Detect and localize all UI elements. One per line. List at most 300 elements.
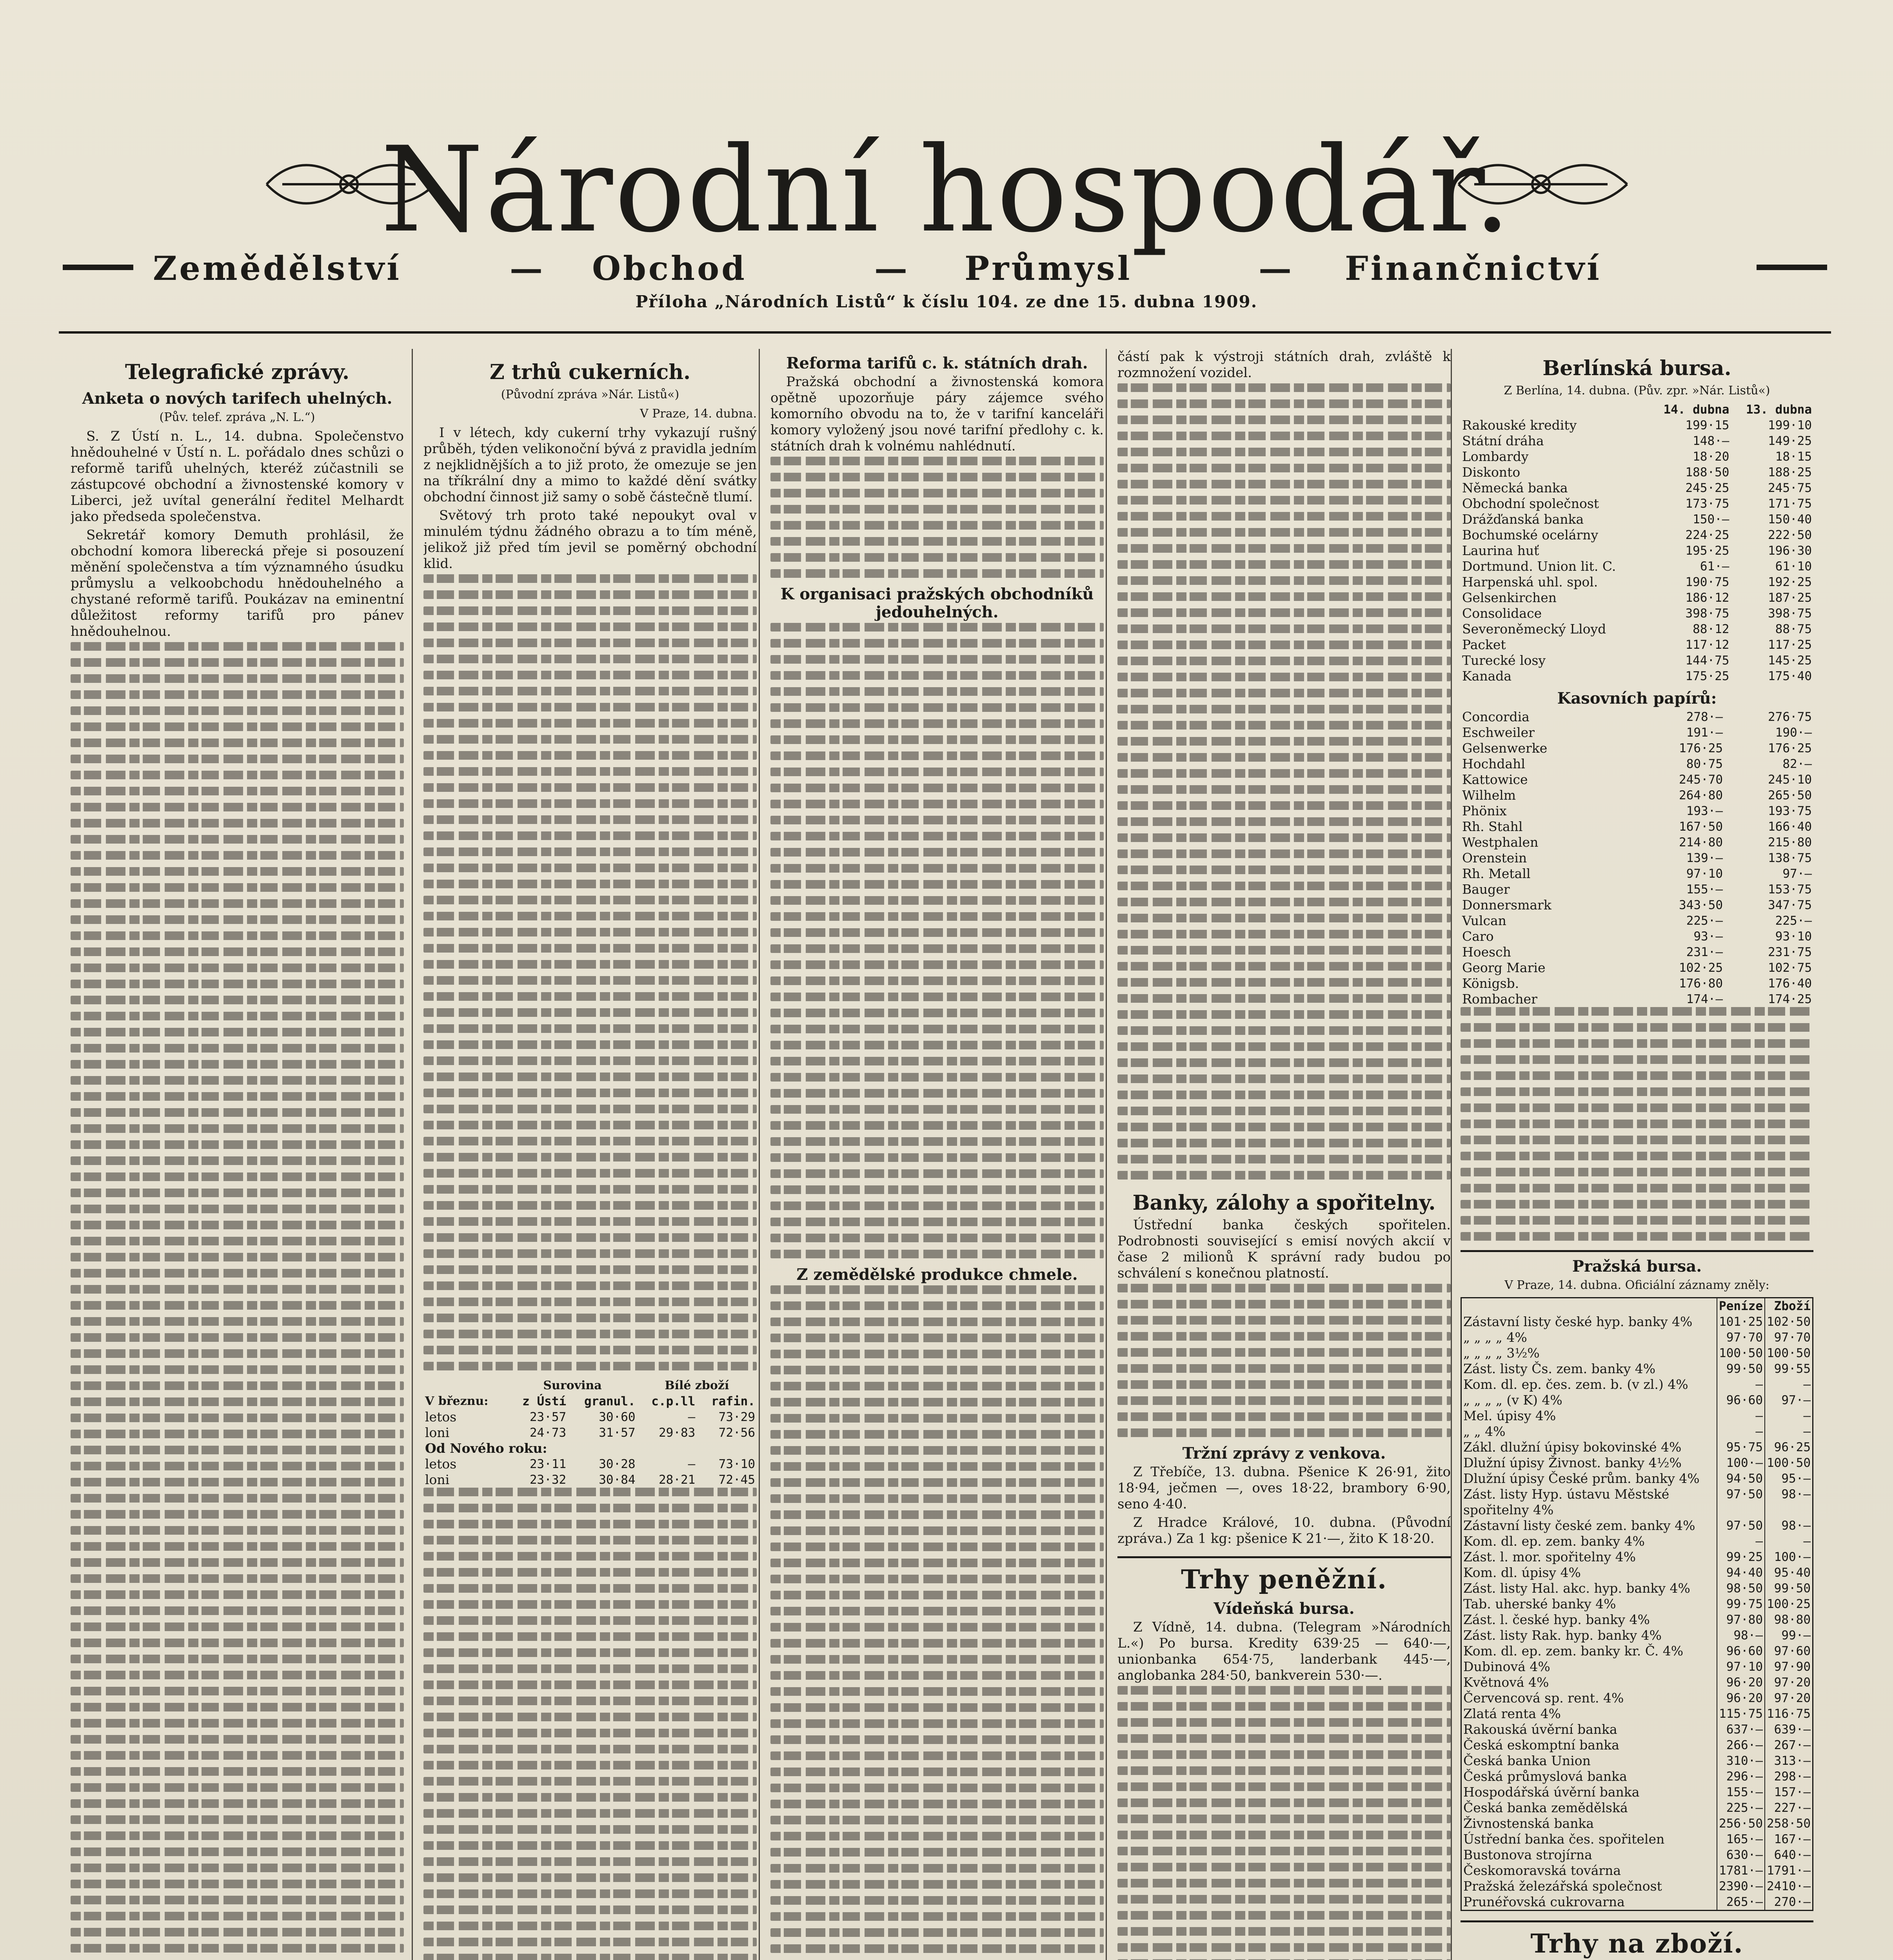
table-row: [1461, 1534, 1813, 1549]
table-cell: loni: [425, 1425, 450, 1440]
article-dateline: V Praze, 14. dubna.: [640, 407, 757, 421]
table-row: [1461, 668, 1813, 684]
table-row: [1461, 496, 1813, 512]
table-cell: 97·20: [1765, 1675, 1813, 1690]
table-cell: 139·—: [1686, 851, 1723, 865]
table-cell: 94·40: [1717, 1565, 1765, 1581]
table-row: [1461, 1784, 1813, 1800]
article-subheading: Anketa o nových tarifech uhelných.: [82, 389, 392, 408]
table-row: [1461, 543, 1813, 559]
table-cell: 98·—: [1765, 1486, 1813, 1518]
table-cell: 88·75: [1775, 622, 1812, 636]
table-row: [1461, 417, 1813, 433]
table-cell: Orenstein: [1462, 850, 1527, 866]
table-row: [1461, 803, 1813, 819]
right-edge-rule: [1757, 265, 1827, 270]
table-cell: 195·25: [1685, 544, 1729, 558]
table-cell: 97·50: [1717, 1518, 1765, 1534]
table-cell: Westphalen: [1462, 835, 1539, 850]
text-body: [1117, 1686, 1451, 1960]
table-cell: 97·70: [1765, 1330, 1813, 1345]
table-cell: 188·50: [1685, 465, 1729, 479]
article-subheading: K organisaci pražských obchodníků jedouhelných.: [780, 585, 1094, 621]
table-cell: Dlužní úpisy Živnost. banky 4½%: [1463, 1455, 1682, 1470]
table-row: [1461, 1361, 1813, 1377]
table-cell: 97·60: [1765, 1643, 1813, 1659]
section-heading: Trhy na zboží.: [1530, 1928, 1744, 1959]
article-subheading: Kasovních papírů:: [1557, 689, 1717, 708]
table-cell: 100·—: [1765, 1549, 1813, 1565]
table-row: [1461, 1581, 1813, 1596]
table-header-row: [1461, 1298, 1813, 1314]
table-cell: 116·75: [1765, 1706, 1813, 1722]
section-rule: [1461, 1920, 1813, 1922]
table-row: [1461, 1330, 1813, 1345]
table-row: [1461, 480, 1813, 496]
table-row: [1461, 1753, 1813, 1769]
table-cell: 98·—: [1717, 1628, 1765, 1643]
table-row: [1461, 835, 1813, 850]
table-cell: —: [1765, 1424, 1813, 1439]
table-cell: Ústřední banka čes. spořitelen: [1463, 1831, 1665, 1847]
table-cell: Česká průmyslová banka: [1463, 1769, 1627, 1784]
table-cell: Dortmund. Union lit. C.: [1462, 559, 1616, 574]
table-cell: 99·50: [1765, 1581, 1813, 1596]
table-cell: 167·—: [1765, 1831, 1813, 1847]
table-cell: 153·75: [1768, 882, 1812, 897]
table-cell: 186·12: [1685, 591, 1729, 605]
table-cell: Donnersmark: [1462, 897, 1551, 913]
table-row: [1461, 772, 1813, 788]
table-cell: 313·—: [1765, 1753, 1813, 1769]
table-cell: 256·50: [1717, 1816, 1765, 1831]
text-body: [1117, 1284, 1451, 1437]
section-heading: Berlínská bursa.: [1542, 356, 1731, 380]
table-cell: 222·50: [1768, 528, 1812, 542]
table-cell: „ „ „ „ (v K) 4%: [1463, 1392, 1562, 1408]
table-cell: 100·50: [1765, 1455, 1813, 1471]
table-cell: Kanada: [1462, 668, 1512, 684]
table-header-cell: z Ústí: [522, 1394, 567, 1408]
table-row: [1461, 1392, 1813, 1408]
table-cell: Consolidace: [1462, 606, 1542, 621]
table-header-cell: Zboží: [1765, 1298, 1813, 1314]
separator-dash: —: [874, 249, 907, 288]
table-cell: Tab. uherské banky 4%: [1463, 1596, 1616, 1612]
table-cell: 96·25: [1765, 1439, 1813, 1455]
table-cell: Zástavní listy české zem. banky 4%: [1463, 1518, 1695, 1533]
table-row: [1461, 1878, 1813, 1894]
table-cell: 1781·—: [1717, 1863, 1765, 1878]
table-cell: 150·—: [1693, 512, 1729, 526]
text-body: [423, 1488, 757, 1960]
table-cell: 98·80: [1765, 1612, 1813, 1628]
table-cell: Lombardy: [1462, 449, 1529, 464]
article-paragraph: S. Z Ústí n. L., 14. dubna. Společenstvo hnědouhelné v Ústí n. L. pořádalo dnes schůzi o reformě tarifů uhelných, kteréž zúčastnili se zástupcové obchodní a živnostenské komory v Liberci, jež uvítal generální ředitel Melhardt jako předseda společenstva.: [71, 428, 404, 524]
article-subheading: Reforma tarifů c. k. státních drah.: [786, 354, 1088, 372]
table-cell: —: [1717, 1408, 1765, 1424]
table-row: [1461, 653, 1813, 668]
table-cell: Kom. dl. ep. čes. zem. b. (v zl.) 4%: [1463, 1377, 1688, 1392]
table-header-row: [423, 1394, 757, 1409]
table-cell: Rakouské kredity: [1462, 417, 1577, 433]
column-rule: [1451, 349, 1452, 1960]
table-header-cell: rafin.: [711, 1394, 755, 1408]
table-header-cell: Bílé zboží: [665, 1379, 729, 1392]
table-cell: Červencová sp. rent. 4%: [1463, 1690, 1624, 1706]
text-body: [1461, 1007, 1813, 1241]
table-cell: 199·10: [1768, 418, 1812, 432]
sugar-price-table: [423, 1378, 757, 1488]
table-cell: 99·75: [1717, 1596, 1765, 1612]
newspaper-title: Národní hospodář.: [380, 122, 1513, 258]
table-row: [1461, 637, 1813, 653]
table-row: [1461, 866, 1813, 882]
article-dateline: Z Berlína, 14. dubna. (Pův. zpr. »Nár. Listů«): [1504, 384, 1770, 397]
column-1: [71, 349, 404, 1960]
table-cell: 98·50: [1717, 1581, 1765, 1596]
table-cell: —: [1765, 1408, 1813, 1424]
table-cell: Zást. listy Rak. hyp. banky 4%: [1463, 1628, 1662, 1643]
table-header-cell: 14. dubna: [1663, 403, 1729, 417]
table-cell: 149·25: [1768, 434, 1812, 448]
article-paragraph: Pražská obchodní a živnostenská komora opětně upozorňuje páry zájemce svého komorního obvodu na to, že v tarifní kanceláři komory vyložený jsou nové tarifní předlohy c. k. státních drah k volnému nahlédnutí.: [770, 374, 1104, 454]
table-cell: 97·80: [1717, 1612, 1765, 1628]
section-rule: [1461, 1250, 1813, 1252]
table-cell: 245·75: [1768, 481, 1812, 495]
table-cell: 296·—: [1717, 1769, 1765, 1784]
table-cell: 18·20: [1693, 450, 1729, 464]
table-cell: 97·70: [1717, 1330, 1765, 1345]
table-cell: 176·40: [1768, 976, 1812, 991]
text-body: [71, 642, 404, 1960]
cash-securities-table: [1461, 709, 1813, 1007]
table-cell: Rombacher: [1462, 991, 1537, 1007]
article-paragraph: Z Třebíče, 13. dubna. Pšenice K 26·91, žito 18·94, ječmen —, oves 18·22, brambory 6·90, seno 4·40.: [1117, 1464, 1451, 1512]
table-cell: Zást. l. mor. spořitelny 4%: [1463, 1549, 1636, 1564]
table-cell: 245·10: [1768, 773, 1812, 787]
table-cell: loni: [425, 1472, 450, 1487]
table-row: [1461, 850, 1813, 866]
berlin-exchange-table: [1461, 402, 1813, 684]
table-cell: Zást. listy Hyp. ústavu Městské spořitelny 4%: [1463, 1486, 1670, 1517]
text-body: [1117, 383, 1451, 1180]
article-paragraph: Z Hradce Králové, 10. dubna. (Původní zpráva.) Za 1 kg: pšenice K 21·—, žito K 18·20.: [1117, 1515, 1451, 1546]
separator-dash: —: [1259, 249, 1292, 288]
table-cell: Concordia: [1462, 709, 1530, 724]
section-industry: Průmysl: [965, 249, 1132, 288]
table-row: [1461, 897, 1813, 913]
table-cell: Dlužní úpisy České prům. banky 4%: [1463, 1471, 1700, 1486]
table-cell: 264·80: [1679, 788, 1723, 802]
table-cell: Wilhelm: [1462, 788, 1516, 803]
table-cell: Gelsenkirchen: [1462, 590, 1557, 605]
table-cell: —: [1717, 1377, 1765, 1392]
table-cell: 30·84: [599, 1473, 636, 1487]
table-cell: Eschweiler: [1462, 725, 1535, 740]
table-cell: 231·—: [1686, 945, 1723, 959]
table-row: [1461, 590, 1813, 606]
table-cell: 150·40: [1768, 512, 1812, 526]
table-cell: 99·50: [1717, 1361, 1765, 1377]
table-cell: 100·50: [1717, 1345, 1765, 1361]
table-cell: 98·—: [1765, 1518, 1813, 1534]
article-paragraph: částí pak k výstroji státních drah, zvláště k rozmnožení vozidel.: [1117, 349, 1451, 381]
table-cell: Od Nového roku:: [425, 1441, 547, 1456]
table-cell: 298·—: [1765, 1769, 1813, 1784]
table-row: [423, 1409, 757, 1425]
text-body: [770, 1285, 1104, 1960]
table-cell: 96·60: [1717, 1643, 1765, 1659]
table-cell: Königsb.: [1462, 976, 1519, 991]
table-cell: —: [1717, 1534, 1765, 1549]
table-row: [1461, 1816, 1813, 1831]
table-cell: 187·25: [1768, 591, 1812, 605]
table-cell: Pražská železářská společnost: [1463, 1878, 1662, 1894]
table-cell: Hochdahl: [1462, 756, 1525, 771]
table-cell: 192·25: [1768, 575, 1812, 589]
table-cell: 96·20: [1717, 1690, 1765, 1706]
table-cell: Kom. dl. úpisy 4%: [1463, 1565, 1581, 1580]
table-cell: 117·12: [1685, 638, 1729, 652]
table-row: [1461, 740, 1813, 756]
table-row: [1461, 944, 1813, 960]
table-cell: 265·—: [1717, 1894, 1765, 1911]
table-row: [1461, 1659, 1813, 1675]
table-cell: —: [688, 1457, 696, 1471]
table-cell: Hospodářská úvěrní banka: [1463, 1784, 1640, 1800]
table-cell: 267·—: [1765, 1737, 1813, 1753]
table-row: [1461, 559, 1813, 574]
table-row: [1461, 725, 1813, 740]
table-cell: 196·30: [1768, 544, 1812, 558]
table-header-cell: [1461, 1298, 1717, 1314]
table-cell: 93·—: [1693, 929, 1723, 944]
table-cell: 93·10: [1775, 929, 1812, 944]
table-cell: 176·25: [1679, 741, 1723, 755]
table-cell: 310·—: [1717, 1753, 1765, 1769]
table-row: [1461, 1549, 1813, 1565]
table-header-cell: 13. dubna: [1746, 403, 1812, 417]
table-row: [1461, 1690, 1813, 1706]
separator-dash: —: [510, 249, 543, 288]
table-cell: 347·75: [1768, 898, 1812, 912]
table-row: [1461, 1737, 1813, 1753]
table-cell: Georg Marie: [1462, 960, 1546, 975]
table-cell: 166·40: [1768, 820, 1812, 834]
table-cell: 188·25: [1768, 465, 1812, 479]
table-cell: letos: [425, 1456, 457, 1472]
table-cell: 117·25: [1768, 638, 1812, 652]
table-cell: 102·50: [1765, 1314, 1813, 1330]
table-cell: 175·25: [1685, 669, 1729, 683]
table-row: [1461, 1722, 1813, 1737]
table-row: [423, 1425, 757, 1441]
table-cell: 96·20: [1717, 1675, 1765, 1690]
table-row: [1461, 1863, 1813, 1878]
table-cell: 148·—: [1693, 434, 1729, 448]
table-cell: 23·11: [529, 1457, 567, 1471]
column-rule: [412, 349, 413, 1960]
article-paragraph: Ústřední banka českých spořitelen. Podrobnosti související s emisí nových akcií v čase 2 milionů K správní rady budou po schválení s konečnou platností.: [1117, 1217, 1451, 1281]
table-header-row: [1461, 402, 1813, 417]
table-row: [423, 1441, 757, 1456]
table-cell: 97·10: [1686, 867, 1723, 881]
masthead-sections: [0, 251, 1893, 286]
table-row: [1461, 1518, 1813, 1534]
table-cell: 23·32: [529, 1473, 567, 1487]
table-cell: 115·75: [1717, 1706, 1765, 1722]
left-edge-rule: [63, 265, 133, 270]
table-row: [1461, 465, 1813, 480]
table-cell: 18·15: [1775, 450, 1812, 464]
table-row: [1461, 1800, 1813, 1816]
table-cell: 245·70: [1679, 773, 1723, 787]
table-cell: 101·25: [1717, 1314, 1765, 1330]
header-rule: [59, 331, 1831, 334]
table-cell: 2410·—: [1765, 1878, 1813, 1894]
table-cell: Vulcan: [1462, 913, 1506, 928]
table-cell: 174·25: [1768, 992, 1812, 1006]
table-row: [1461, 1628, 1813, 1643]
table-cell: 73·10: [718, 1457, 755, 1471]
table-cell: 630·—: [1717, 1847, 1765, 1863]
table-row: [1461, 756, 1813, 772]
table-row: [1461, 1471, 1813, 1486]
table-header-cell: granul.: [584, 1394, 636, 1408]
table-row: [1461, 882, 1813, 897]
table-cell: 95·75: [1717, 1439, 1765, 1455]
table-cell: Severoněmecký Lloyd: [1462, 621, 1606, 637]
table-cell: 231·75: [1768, 945, 1812, 959]
table-row: [1461, 527, 1813, 543]
table-cell: 191·—: [1686, 726, 1723, 740]
table-cell: 100·—: [1717, 1455, 1765, 1471]
table-cell: 30·28: [599, 1457, 636, 1471]
table-header-cell: Surovina: [543, 1379, 602, 1392]
table-cell: 171·75: [1768, 497, 1812, 511]
table-cell: 176·25: [1768, 741, 1812, 755]
table-row: [1461, 1675, 1813, 1690]
table-row: [423, 1456, 757, 1472]
table-cell: Českomoravská továrna: [1463, 1863, 1621, 1878]
table-cell: Obchodní společnost: [1462, 496, 1599, 511]
text-body: [770, 623, 1104, 1258]
table-cell: 214·80: [1679, 835, 1723, 849]
section-finance: Finančnictví: [1345, 249, 1602, 288]
table-cell: Rh. Metall: [1462, 866, 1531, 881]
table-row: [1461, 788, 1813, 803]
table-cell: 82·—: [1782, 757, 1812, 771]
table-row: [1461, 1565, 1813, 1581]
table-cell: 100·25: [1765, 1596, 1813, 1612]
table-cell: 88·12: [1693, 622, 1729, 636]
table-row: [1461, 929, 1813, 944]
table-cell: Rh. Stahl: [1462, 819, 1523, 834]
table-row: [1461, 819, 1813, 835]
section-agriculture: Zemědělství: [153, 249, 401, 288]
table-cell: 30·60: [599, 1410, 636, 1424]
table-cell: 23·57: [529, 1410, 567, 1424]
table-cell: 637·—: [1717, 1722, 1765, 1737]
table-cell: 157·—: [1765, 1784, 1813, 1800]
table-cell: —: [1765, 1534, 1813, 1549]
table-cell: 61·—: [1700, 559, 1729, 573]
table-row: [1461, 1847, 1813, 1863]
table-header-cell: c.p.ll: [651, 1394, 696, 1408]
table-cell: 28·21: [658, 1473, 696, 1487]
table-row: [1461, 1424, 1813, 1439]
table-cell: 94·50: [1717, 1471, 1765, 1486]
table-cell: letos: [425, 1409, 457, 1425]
ornament-left-icon: [259, 155, 443, 214]
table-row: [1461, 1455, 1813, 1471]
table-cell: —: [688, 1410, 696, 1424]
table-cell: 190·—: [1775, 726, 1812, 740]
table-header-cell: V březnu:: [425, 1394, 489, 1408]
table-cell: 95·—: [1765, 1471, 1813, 1486]
table-row: [1461, 991, 1813, 1007]
table-cell: Květnová 4%: [1463, 1675, 1549, 1690]
table-cell: 398·75: [1768, 606, 1812, 621]
table-row: [1461, 1408, 1813, 1424]
table-cell: Kattowice: [1462, 772, 1528, 787]
table-cell: 97·10: [1717, 1659, 1765, 1675]
table-cell: 97·20: [1765, 1690, 1813, 1706]
table-cell: 343·50: [1679, 898, 1723, 912]
table-row: [1461, 1345, 1813, 1361]
column-2: [423, 349, 757, 1960]
table-cell: Živnostenská banka: [1463, 1816, 1594, 1831]
table-cell: „ „ „ „ 4%: [1463, 1330, 1527, 1345]
table-cell: 155·—: [1686, 882, 1723, 897]
table-cell: Německá banka: [1462, 480, 1568, 495]
column-rule: [759, 349, 760, 1960]
table-cell: 72·45: [718, 1473, 755, 1487]
table-row: [1461, 1643, 1813, 1659]
article-dateline: V Praze, 14. dubna. Oficiální záznamy zněly:: [1504, 1278, 1769, 1292]
table-cell: 265·50: [1768, 788, 1812, 802]
table-cell: 245·25: [1685, 481, 1729, 495]
table-cell: 173·75: [1685, 497, 1729, 511]
table-cell: 95·40: [1765, 1565, 1813, 1581]
article-subheading: Vídeňská bursa.: [1214, 1599, 1355, 1618]
table-cell: 73·29: [718, 1410, 755, 1424]
table-cell: 1791·—: [1765, 1863, 1813, 1878]
table-cell: Dubinová 4%: [1463, 1659, 1550, 1674]
table-header-cell: Peníze: [1717, 1298, 1765, 1314]
column-rule: [1106, 349, 1107, 1960]
table-cell: 61·10: [1775, 559, 1812, 573]
table-cell: 2390·—: [1717, 1878, 1765, 1894]
table-cell: Bauger: [1462, 882, 1510, 897]
table-cell: 97·—: [1765, 1392, 1813, 1408]
table-cell: Kom. dl. ep. zem. banky kr. Č. 4%: [1463, 1643, 1684, 1659]
table-row: [1461, 1314, 1813, 1330]
article-source: (Původní zpráva »Nár. Listů«): [501, 388, 679, 401]
table-cell: 215·80: [1768, 835, 1812, 849]
table-header-cell: [423, 1378, 508, 1394]
supplement-line: Příloha „Národních Listů“ k číslu 104. ze dne 15. dubna 1909.: [635, 292, 1258, 311]
table-cell: Gelsenwerke: [1462, 740, 1548, 756]
table-row: [1461, 433, 1813, 449]
article-subheading: Pražská bursa.: [1572, 1257, 1702, 1276]
table-cell: 174·—: [1686, 992, 1723, 1006]
table-row: [1461, 1596, 1813, 1612]
table-cell: Zást. listy Čs. zem. banky 4%: [1463, 1361, 1656, 1376]
table-cell: 24·73: [529, 1426, 567, 1440]
table-row: [423, 1472, 757, 1488]
